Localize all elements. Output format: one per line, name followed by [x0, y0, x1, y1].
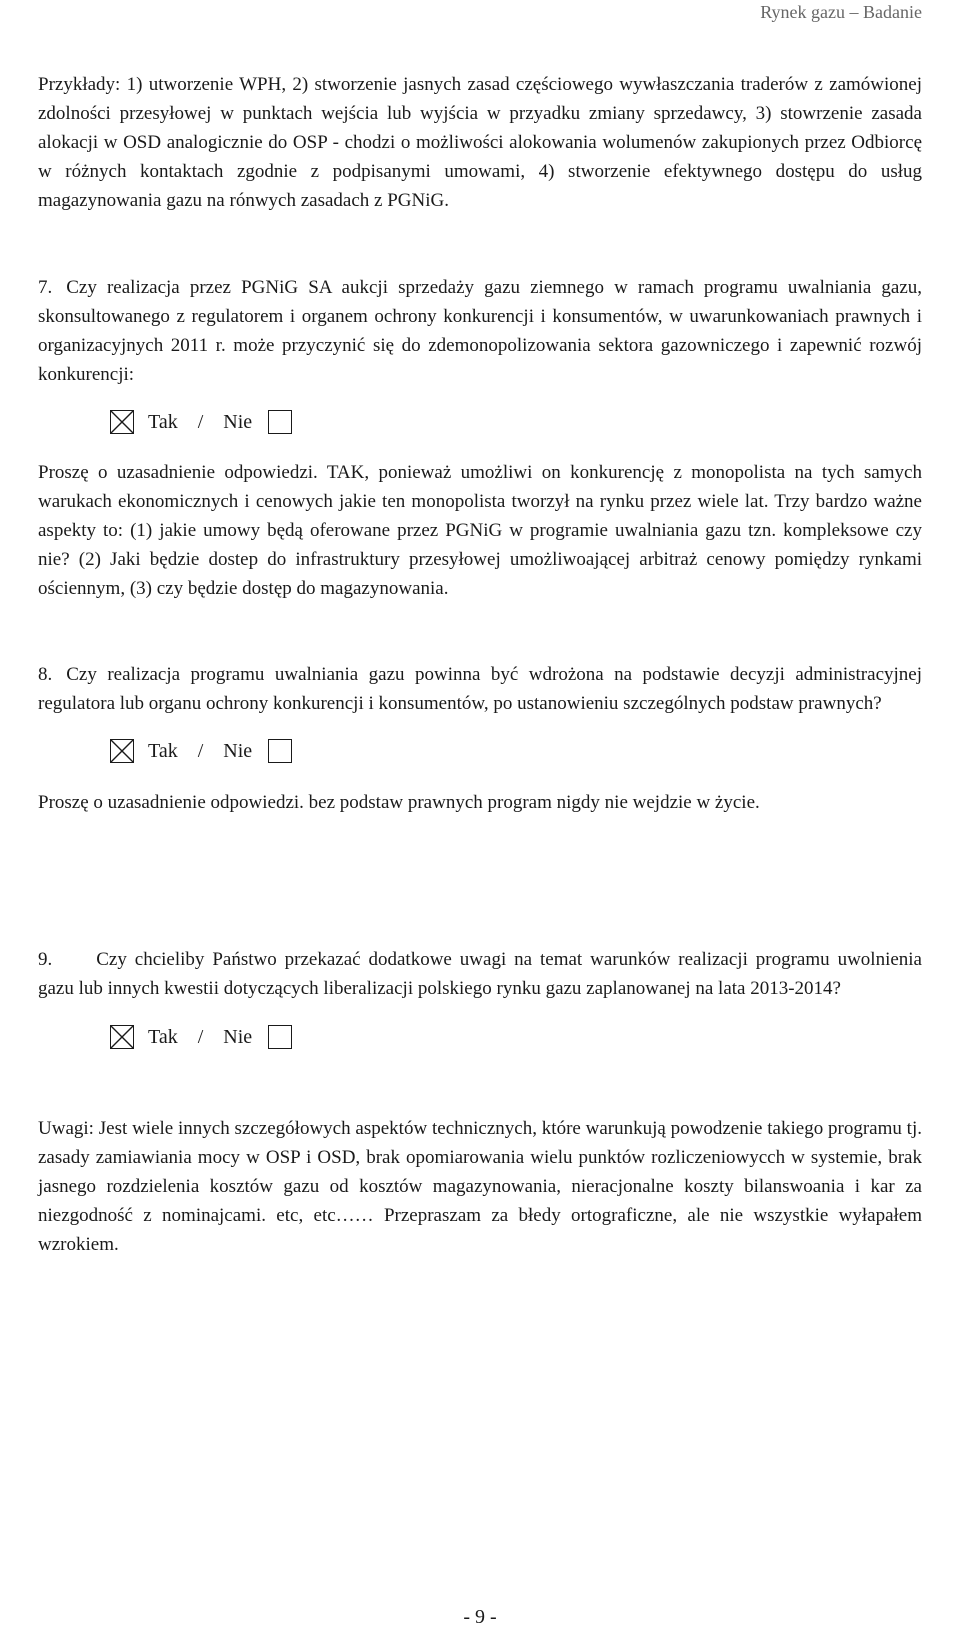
question-body: Czy realizacja przez PGNiG SA aukcji sprzedaży gazu ziemnego w ramach programu uwalniania gazu, skonsultowanego z regulatorem i organem ochrony konkurencji i konsumentów, w uwarunkowaniach prawnych i organizacyjnych 2011 r. może przyczynić się do zdemonopolizowania sektora gazowniczego i zapewnić rozwój konkurencji: — [38, 277, 922, 385]
nie-label: Nie — [223, 739, 253, 762]
nie-checkbox[interactable] — [268, 739, 292, 763]
question-body: Czy realizacja programu uwalniania gazu powinna być wdrożona na podstawie decyzji administracyjnej regulatora lub organu ochrony konkurencji i konsumentów, po ustanowieniu szczególnych podstaw prawnych? — [38, 664, 922, 714]
question-text — [38, 660, 922, 718]
question-7 — [38, 273, 922, 603]
tak-label: Tak — [148, 739, 178, 762]
intro-paragraph: Przykłady: 1) utworzenie WPH, 2) stworzenie jasnych zasad częściowego wywłaszczania traderów z zamówionej zdolności przesyłowej w punktach wejścia lub wyjścia w przyadku zmiany sprzedawcy, 3) stowrzenie zasada alokacji w OSD analogicznie do OSP - chodzi o możliwości alokowania wolumenów zakupionych przez Odbiorcę w różnych kontaktach zgodnie z podpisanymi umowami, 4) stworzenie efektywnego dostępu do usług magazynowania gazu na rónwych zasadach z PGNiG. — [38, 74, 922, 211]
document-body — [38, 70, 922, 1259]
tak-label: Tak — [148, 1025, 178, 1048]
check-x-icon — [111, 740, 133, 762]
tak-checkbox[interactable] — [110, 1025, 134, 1049]
choice-separator: / — [197, 410, 204, 433]
yes-no-choice — [110, 1022, 922, 1052]
question-text — [38, 945, 922, 1003]
check-x-icon — [111, 1026, 133, 1048]
answer-text: Proszę o uzasadnienie odpowiedzi. TAK, ponieważ umożliwi on konkurencję z monopolista na tych samych warukach ekonomicznych i cenowych jakie ten monopolista tworzył na rynku przez wiele lat. Trzy bardzo ważne aspekty to: (1) jakie umowy będą oferowane przez PGNiG w programie uwalniania gazu tzn. kompleksowe czy nie? (2) Jaki będzie dostep do infrastruktury przesyłowej umożliwoającej arbitraż cenowy pomiędzy rynkami ościennym, (3) czy będzie dostęp do magazynowania. — [38, 462, 922, 599]
yes-no-choice — [110, 736, 922, 766]
running-header: Rynek gazu – Badanie — [760, 2, 922, 22]
yes-no-choice — [110, 407, 922, 437]
question-text — [38, 273, 922, 389]
question-9 — [38, 945, 922, 1052]
choice-separator: / — [197, 739, 204, 762]
tak-checkbox[interactable] — [110, 410, 134, 434]
tak-label: Tak — [148, 410, 178, 433]
question-number: 8. — [38, 664, 53, 685]
nie-checkbox[interactable] — [268, 1025, 292, 1049]
question-number: 7. — [38, 277, 53, 298]
remarks-paragraph: Uwagi: Jest wiele innych szczegółowych aspektów technicznych, które warunkują powodzenie takiego programu tj. zasady zamiawiania mocy w OSP i OSD, brak opomiarowania wielu punktów rozliczeniowycch w systemie, brak jasnego rozdzielenia kosztów gazu od kosztów magazynowania, nieracjonalne koszty bilanswoania i kar za niezgodność z nominajcami. etc, etc…… Przepraszam za błedy ortograficzne, ale nie wszystkie wyłapałem wzrokiem. — [38, 1118, 922, 1255]
check-x-icon — [111, 411, 133, 433]
answer-text: Proszę o uzasadnienie odpowiedzi. bez podstaw prawnych program nigdy nie wejdzie w życie. — [38, 792, 760, 813]
tak-checkbox[interactable] — [110, 739, 134, 763]
nie-label: Nie — [223, 410, 253, 433]
nie-label: Nie — [223, 1025, 253, 1048]
question-body: Czy chcieliby Państwo przekazać dodatkowe uwagi na temat warunków realizacji programu uwolnienia gazu lub innych kwestii dotyczących liberalizacji polskiego rynku gazu zaplanowanej na lata 2013-2014? — [38, 949, 922, 999]
question-number: 9. — [38, 949, 53, 970]
page-number: - 9 - — [463, 1606, 497, 1628]
choice-separator: / — [197, 1025, 204, 1048]
nie-checkbox[interactable] — [268, 410, 292, 434]
question-8 — [38, 660, 922, 817]
